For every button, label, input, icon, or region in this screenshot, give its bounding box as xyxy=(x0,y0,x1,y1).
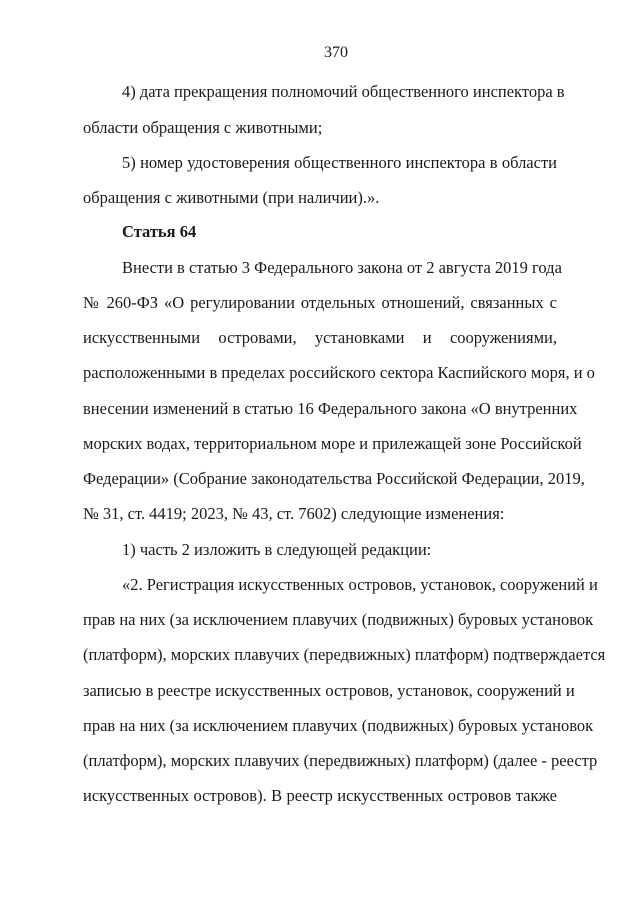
text-line: морских водах, территориальном море и прилежащей зоне Российской xyxy=(83,434,582,453)
text-line: Внести в статью 3 Федерального закона от 2 августа 2019 года xyxy=(122,258,562,277)
text-line: искусственными островами, установками и сооружениями, xyxy=(83,328,557,347)
text-line: (платформ), морских плавучих (передвижных) платформ) (далее - реестр xyxy=(83,751,598,770)
text-line: области обращения с животными; xyxy=(83,118,323,137)
text-line: (платформ), морских плавучих (передвижных) платформ) подтверждается xyxy=(83,645,606,664)
article-heading: Статья 64 xyxy=(122,222,197,241)
text-line: прав на них (за исключением плавучих (подвижных) буровых установок xyxy=(83,716,594,735)
text-line: 4) дата прекращения полномочий общественного инспектора в xyxy=(122,82,565,101)
text-line: «2. Регистрация искусственных островов, установок, сооружений и xyxy=(122,575,598,594)
text-line: внесении изменений в статью 16 Федерального закона «О внутренних xyxy=(83,399,578,418)
text-line: № 31, ст. 4419; 2023, № 43, ст. 7602) следующие изменения: xyxy=(83,504,505,523)
text-line: расположенными в пределах российского сектора Каспийского моря, и о xyxy=(83,363,595,382)
text-line: № 260-ФЗ «О регулировании отдельных отношений, связанных с xyxy=(83,293,557,312)
text-line: Федерации» (Собрание законодательства Российской Федерации, 2019, xyxy=(83,469,585,488)
text-line: 5) номер удостоверения общественного инспектора в области xyxy=(122,153,557,172)
text-line: обращения с животными (при наличии).». xyxy=(83,188,380,207)
page-number: 370 xyxy=(324,44,348,61)
text-line: прав на них (за исключением плавучих (подвижных) буровых установок xyxy=(83,610,594,629)
text-line: записью в реестре искусственных островов, установок, сооружений и xyxy=(83,681,575,700)
text-line: искусственных островов). В реестр искусственных островов также xyxy=(83,786,557,805)
text-line: 1) часть 2 изложить в следующей редакции: xyxy=(122,540,432,559)
